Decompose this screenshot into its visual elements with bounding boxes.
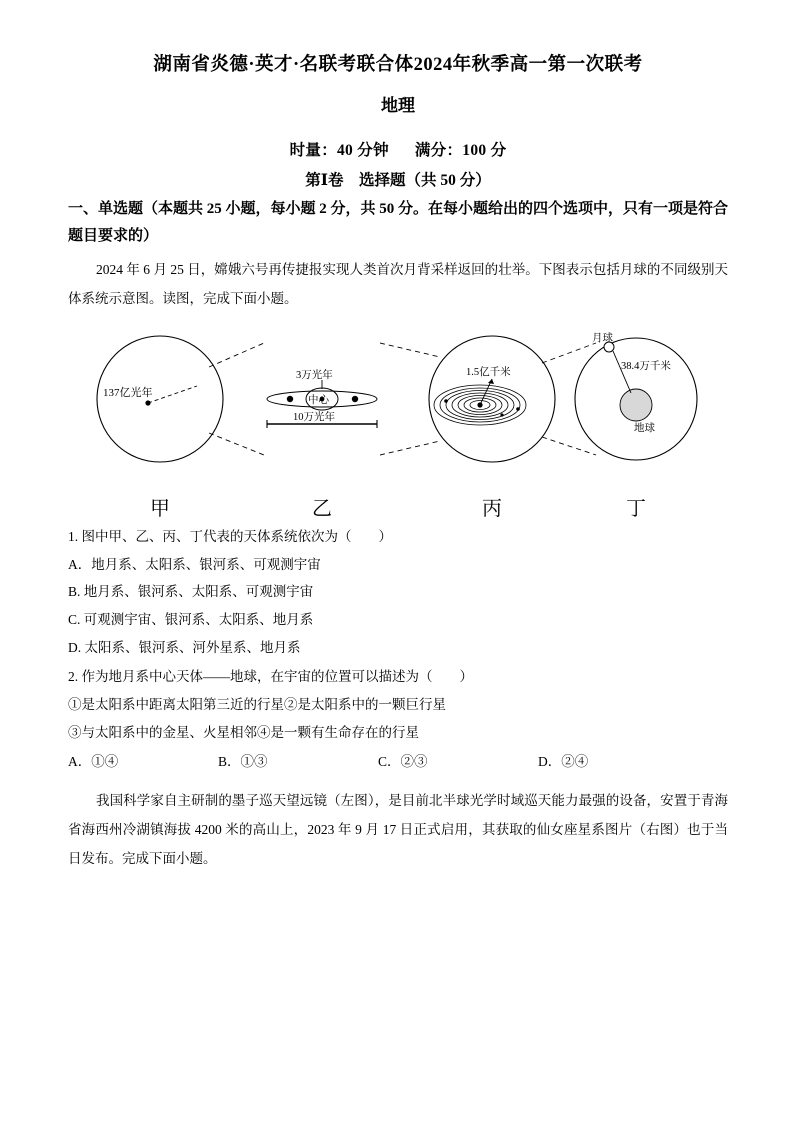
svg-text:137亿光年: 137亿光年 — [103, 387, 153, 400]
svg-text:10万光年: 10万光年 — [293, 412, 335, 424]
question-2-choice-a: A．①④ — [68, 754, 119, 770]
question-1-option-a: A．地月系、太阳系、银河系、可观测宇宙 — [68, 556, 321, 572]
celestial-systems-figure — [68, 323, 728, 521]
question-2-statement-2: ③与太阳系中的金星、火星相邻④是一颗有生命存在的行星 — [68, 724, 419, 740]
figure-label-yi: 乙 — [312, 498, 332, 521]
figure-svg — [68, 323, 728, 501]
question-1-option-d: D. 太阳系、银河系、河外星系、地月系 — [68, 639, 301, 655]
figure-labels — [68, 498, 728, 540]
section-heading: 一、单选题（本题共 25 小题，每小题 2 分，共 50 分。在每小题给出的四个选项中，只有一项是符合题目要求的） — [68, 200, 729, 245]
question-1-option-c: C. 可观测宇宙、银河系、太阳系、地月系 — [68, 612, 314, 628]
question-1-stem: 1. 图中甲、乙、丙、丁代表的天体系统依次为（ ） — [68, 529, 392, 545]
material-text-1: 2024 年 6 月 25 日，嫦娥六号再传捷报实现人类首次月背采样返回的壮举。下图表示包括月球的不同级别天体系统示意图。读图，完成下面小题。 — [68, 262, 728, 307]
svg-text:中心: 中心 — [308, 395, 329, 407]
figure-label-bing: 丙 — [482, 498, 502, 521]
svg-text:38.4万千米: 38.4万千米 — [621, 361, 671, 373]
duration-label: 时量：40 分钟 — [289, 141, 389, 159]
page-title: 湖南省炎德·英才·名联考联合体2024年秋季高一第一次联考 — [153, 55, 643, 75]
figure-label-jia: 甲 — [150, 498, 170, 521]
question-2-choice-d: D．②④ — [538, 754, 589, 770]
question-1-option-b: B. 地月系、银河系、太阳系、可观测宇宙 — [68, 584, 314, 600]
question-2-choice-b: B．①③ — [218, 754, 268, 770]
exam-meta — [68, 138, 728, 160]
subject-title: 地理 — [381, 95, 415, 115]
svg-text:地球: 地球 — [634, 423, 655, 435]
svg-text:月球: 月球 — [592, 333, 613, 345]
question-2-choices — [68, 748, 728, 776]
document-content — [68, 52, 728, 873]
material-text-2: 我国科学家自主研制的墨子巡天望远镜（左图），是目前北半球光学时域巡天能力最强的设备，安置于青海省海西州冷湖镇海拔 4200 米的高山上，2023 年 9 月 17 日正式启用，其获取的仙女座星系图片（右图）也于当日发布。完成下面小题。 — [68, 793, 728, 867]
question-2-choice-c: C．②③ — [378, 754, 428, 770]
svg-text:1.5亿千米: 1.5亿千米 — [466, 367, 511, 379]
svg-text:3万光年: 3万光年 — [296, 370, 333, 382]
question-2-statement-1: ①是太阳系中距离太阳第三近的行星②是太阳系中的一颗巨行星 — [68, 697, 446, 713]
paper-part-heading: 第Ⅰ卷 选择题（共 50 分） — [305, 171, 491, 189]
figure-label-ding: 丁 — [626, 498, 646, 521]
question-2-stem: 2. 作为地月系中心天体——地球，在宇宙的位置可以描述为（ ） — [68, 669, 473, 685]
score-label: 满分：100 分 — [414, 141, 507, 159]
